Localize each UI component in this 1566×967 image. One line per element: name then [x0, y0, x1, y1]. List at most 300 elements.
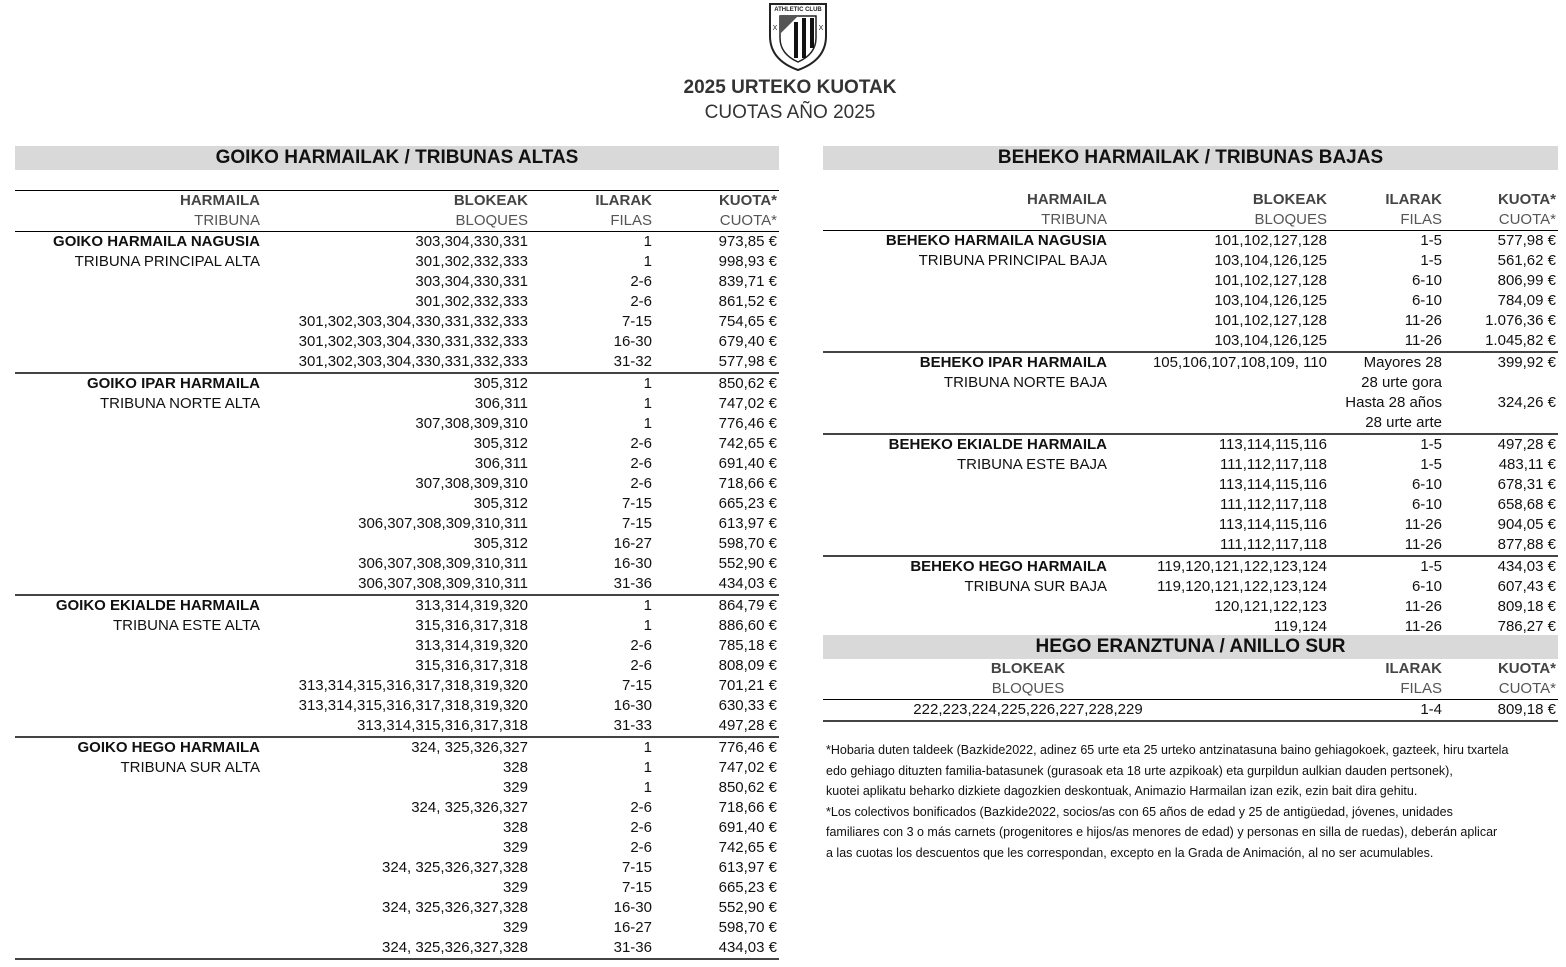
col-kuota: KUOTA*: [1497, 191, 1556, 208]
fee-cell: 747,02 €: [718, 395, 777, 412]
rows-cell: 16-27: [613, 535, 652, 552]
rows-cell: 16-30: [613, 333, 652, 350]
table-row: [15, 737, 779, 758]
blocks-cell: 329: [502, 879, 528, 896]
table-row: [15, 858, 779, 878]
table-row: [823, 311, 1558, 331]
table-row: [15, 514, 779, 534]
table-row: [15, 494, 779, 514]
table-row: [823, 373, 1558, 393]
stand-name-cell: [15, 656, 262, 676]
table-row: [15, 656, 779, 676]
blocks-cell: 105,106,107,108,109, 110: [1109, 352, 1329, 373]
stand-name-cell: [15, 434, 262, 454]
fee-cell: 613,97 €: [718, 515, 777, 532]
stand-name-cell: GOIKO HARMAILA NAGUSIA: [53, 233, 260, 250]
stand-name-cell: [823, 291, 1109, 311]
rows-cell: 11-26: [1329, 617, 1444, 638]
stand-name-cell: [823, 393, 1109, 413]
blocks-cell: 306,307,308,309,310,311: [358, 555, 528, 572]
col-harmaila: HARMAILA: [1027, 191, 1107, 208]
table-row: [823, 597, 1558, 617]
blocks-cell: 303,304,330,331: [415, 233, 528, 250]
table-row: [15, 232, 779, 253]
col-bloques: BLOQUES: [262, 211, 530, 232]
fee-cell: 998,93 €: [718, 253, 777, 270]
rows-cell: 28 urte arte: [1365, 414, 1442, 431]
fee-cell: 552,90 €: [718, 899, 777, 916]
stand-name-cell: [823, 515, 1109, 535]
col-cuota: CUOTA*: [654, 211, 779, 232]
rows-cell: 11-26: [1404, 312, 1442, 329]
fee-cell: 701,21 €: [718, 677, 777, 694]
rows-cell: 7-15: [621, 859, 652, 876]
fee-cell: [1444, 373, 1558, 393]
col-blokeak: BLOKEAK: [990, 660, 1066, 677]
blocks-cell: 315,316,317,318: [415, 617, 528, 634]
blocks-cell: 103,104,126,125: [1214, 292, 1327, 309]
footnotes: [826, 740, 1566, 864]
fee-cell: 577,98 €: [1497, 232, 1556, 249]
col-ilarak: ILARAK: [1385, 191, 1442, 208]
rows-cell: 2-6: [630, 839, 652, 856]
fee-cell: 861,52 €: [718, 293, 777, 310]
fee-cell: 607,43 €: [1497, 578, 1556, 595]
fee-cell: 877,88 €: [1497, 536, 1556, 553]
blocks-cell: 329: [502, 779, 528, 796]
rows-cell: 7-15: [621, 313, 652, 330]
stand-name-cell: [823, 331, 1109, 352]
table-row: [823, 577, 1558, 597]
table-row: [15, 474, 779, 494]
blocks-cell: 113,114,115,116: [1218, 516, 1327, 533]
stand-name-cell: [823, 475, 1109, 495]
blocks-cell: 307,308,309,310: [415, 475, 528, 492]
blocks-cell: 328: [502, 759, 528, 776]
fee-cell: 399,92 €: [1444, 352, 1558, 373]
rows-cell: 11-26: [1404, 332, 1442, 349]
blocks-cell: 101,102,127,128: [1214, 312, 1327, 329]
stand-name-cell: [823, 413, 1109, 434]
stand-name-cell: BEHEKO IPAR HARMAILA: [823, 352, 1109, 373]
table-row: [15, 758, 779, 778]
rows-cell: 2-6: [630, 293, 652, 310]
footnote-line: familiares con 3 o más carnets (progenitores e hijos/as menores de edad) y personas en silla de ruedas), deberán aplicar: [826, 825, 1498, 840]
blocks-cell: 111,112,117,118: [1219, 496, 1327, 513]
stand-name-cell: TRIBUNA SUR ALTA: [120, 759, 260, 776]
col-blokeak: BLOKEAK: [262, 191, 530, 212]
blocks-cell: 307,308,309,310: [415, 415, 528, 432]
rows-cell: 31-32: [613, 353, 652, 370]
stand-name-cell: [15, 878, 262, 898]
table-row: [15, 696, 779, 716]
table-row: [15, 352, 779, 373]
table-row: [15, 332, 779, 352]
fee-cell: 808,09 €: [718, 657, 777, 674]
blocks-cell: 315,316,317,318: [415, 657, 528, 674]
table-row: [823, 352, 1558, 373]
stand-name-cell: [15, 676, 262, 696]
col-filas: FILAS: [1329, 210, 1444, 231]
stand-name-cell: [15, 292, 262, 312]
fee-cell: 742,65 €: [718, 839, 777, 856]
fee-cell: 434,03 €: [718, 575, 777, 592]
section-header-ring: HEGO ERANZTUNA / ANILLO SUR: [823, 635, 1558, 659]
fee-cell: 754,65 €: [718, 313, 777, 330]
table-row: [15, 616, 779, 636]
blocks-cell: 306,311: [474, 395, 528, 412]
fee-cell: 850,62 €: [654, 373, 779, 394]
fee-cell: 839,71 €: [718, 273, 777, 290]
fee-cell: 806,99 €: [1497, 272, 1556, 289]
col-tribuna: TRIBUNA: [15, 211, 262, 232]
blocks-cell: 119,120,121,122,123,124: [1157, 578, 1327, 595]
fee-cell: 742,65 €: [718, 435, 777, 452]
stand-name-cell: [15, 332, 262, 352]
stand-name-cell: [15, 352, 262, 373]
footnote-line: *Hobaria duten taldeek (Bazkide2022, adinez 65 urte eta 25 urteko antzinatasuna baino gehiagokoek, gazteek, hiru txartela: [826, 743, 1509, 757]
fee-cell: 886,60 €: [718, 617, 777, 634]
table-row: [15, 898, 779, 918]
table-header-row: [823, 190, 1558, 210]
fee-cell: 785,18 €: [718, 637, 777, 654]
blocks-cell: 103,104,126,125: [1214, 332, 1327, 349]
fee-cell: 497,28 €: [718, 717, 777, 734]
fee-cell: 718,66 €: [718, 799, 777, 816]
blocks-cell: [1109, 413, 1329, 434]
stand-name-cell: [15, 818, 262, 838]
rows-cell: Mayores 28: [1329, 352, 1444, 373]
rows-cell: 31-36: [530, 938, 654, 959]
blocks-cell: 113,114,115,116: [1218, 476, 1327, 493]
table-row: [15, 312, 779, 332]
table-row: [15, 394, 779, 414]
rows-cell: 11-26: [1404, 536, 1442, 553]
blocks-cell: 305,312: [473, 495, 528, 512]
table-row: [15, 676, 779, 696]
rows-cell: 1: [643, 233, 652, 250]
table-row: [15, 778, 779, 798]
rows-cell: 1: [643, 779, 652, 796]
blocks-cell: 301,302,332,333: [415, 253, 528, 270]
blocks-cell: 313,314,319,320: [415, 637, 528, 654]
table-row: [15, 918, 779, 938]
col-bloques: BLOQUES: [823, 679, 1233, 700]
blocks-cell: 120,121,122,123: [1214, 598, 1327, 615]
athletic-club-crest-icon: [764, 0, 832, 72]
table-row: [823, 331, 1558, 352]
fee-cell: 552,90 €: [718, 555, 777, 572]
rows-cell: 11-26: [1404, 516, 1442, 533]
col-filas: FILAS: [1233, 679, 1444, 700]
fee-cell: 1.076,36 €: [1485, 312, 1556, 329]
stand-name-cell: [15, 858, 262, 878]
rows-cell: 7-15: [621, 495, 652, 512]
table-row: [15, 878, 779, 898]
rows-cell: 2-6: [630, 455, 652, 472]
rows-cell: 1: [530, 373, 654, 394]
table-row: [15, 272, 779, 292]
blocks-cell: 324, 325,326,327: [262, 737, 530, 758]
blocks-cell: 313,314,315,316,317,318,319,320: [298, 677, 528, 694]
blocks-cell: 324, 325,326,327: [411, 799, 528, 816]
rows-cell: 2-6: [630, 819, 652, 836]
rows-cell: 16-27: [613, 919, 652, 936]
fee-cell: 324,26 €: [1497, 394, 1556, 411]
rows-cell: 1: [530, 737, 654, 758]
fee-cell: 718,66 €: [718, 475, 777, 492]
stand-name-cell: [823, 597, 1109, 617]
beheko-fees-table: [823, 190, 1558, 639]
fee-cell: 577,98 €: [718, 353, 777, 370]
stand-name-cell: [15, 494, 262, 514]
col-kuota: KUOTA*: [1497, 660, 1556, 677]
stand-name-cell: [15, 414, 262, 434]
table-subheader-row: [823, 679, 1558, 700]
stand-name-cell: TRIBUNA NORTE ALTA: [99, 395, 260, 412]
table-row: [15, 414, 779, 434]
ring-fees-table: [823, 659, 1558, 722]
rows-cell: 2-6: [630, 799, 652, 816]
table-row: [15, 595, 779, 616]
blocks-cell: 329: [502, 839, 528, 856]
footnote-line: a las cuotas los descuentos que les correspondan, excepto en la Grada de Animación, al no ser acumulables.: [826, 845, 1434, 860]
fee-cell: 665,23 €: [718, 879, 777, 896]
stand-name-cell: BEHEKO EKIALDE HARMAILA: [823, 434, 1109, 455]
col-cuota: CUOTA*: [1444, 679, 1558, 700]
rows-cell: 1-5: [1420, 232, 1442, 249]
blocks-cell: 313,314,315,316,317,318,319,320: [298, 697, 528, 714]
rows-cell: 1: [643, 415, 652, 432]
stand-name-cell: [823, 535, 1109, 556]
blocks-cell: 313,314,315,316,317,318: [357, 717, 528, 734]
stand-name-cell: [15, 716, 262, 737]
fee-cell: 561,62 €: [1497, 252, 1556, 269]
fee-cell: 1.045,82 €: [1485, 332, 1556, 349]
rows-cell: 28 urte gora: [1361, 374, 1442, 391]
fee-cell: 665,23 €: [718, 495, 777, 512]
rows-cell: 6-10: [1411, 578, 1442, 595]
table-row: [823, 556, 1558, 577]
fee-cell: 786,27 €: [1444, 617, 1558, 638]
fee-cell: 658,68 €: [1497, 496, 1556, 513]
stand-name-cell: BEHEKO HEGO HARMAILA: [823, 556, 1109, 577]
rows-cell: 7-15: [621, 515, 652, 532]
table-row: [15, 292, 779, 312]
goiko-fees-table: [15, 190, 779, 960]
stand-name-cell: [15, 636, 262, 656]
rows-cell: 1-5: [1420, 456, 1442, 473]
footnote-line: kuotei aplikatu beharko dizkiete dagozkien deskontuak, Animazio Harmailan izan ezik, ezin bait dira gehitu.: [826, 784, 1418, 799]
table-row: [823, 515, 1558, 535]
stand-name-cell: GOIKO IPAR HARMAILA: [15, 373, 262, 394]
fee-cell: 776,46 €: [654, 737, 779, 758]
stand-name-cell: [15, 454, 262, 474]
col-kuota: KUOTA*: [654, 191, 779, 212]
rows-cell: 6-10: [1411, 292, 1442, 309]
table-row: [15, 554, 779, 574]
blocks-cell: 303,304,330,331: [415, 273, 528, 290]
rows-cell: 7-15: [621, 879, 652, 896]
blocks-cell: 301,302,303,304,330,331,332,333: [298, 333, 528, 350]
table-row: [15, 434, 779, 454]
blocks-cell: 313,314,319,320: [262, 595, 530, 616]
table-header-row: [15, 191, 779, 212]
rows-cell: 1-5: [1329, 556, 1444, 577]
stand-name-cell: BEHEKO HARMAILA NAGUSIA: [885, 232, 1107, 249]
blocks-cell: 306,311: [474, 455, 528, 472]
stand-name-cell: [15, 838, 262, 858]
fee-cell: 691,40 €: [718, 455, 777, 472]
col-harmaila: HARMAILA: [15, 191, 262, 212]
stand-name-cell: GOIKO EKIALDE HARMAILA: [15, 595, 262, 616]
stand-name-cell: [15, 574, 262, 595]
table-row: [823, 291, 1558, 311]
stand-name-cell: TRIBUNA ESTE ALTA: [113, 617, 260, 634]
svg-text:X: X: [818, 25, 824, 32]
table-subheader-row: [15, 211, 779, 232]
section-header-goiko: GOIKO HARMAILAK / TRIBUNAS ALTAS: [15, 146, 779, 170]
table-row: [823, 700, 1558, 722]
blocks-cell: 306,307,308,309,310,311: [358, 575, 528, 592]
fee-cell: 691,40 €: [718, 819, 777, 836]
footnote-line: *Los colectivos bonificados (Bazkide2022, socios/as con 65 años de edad y 25 de antigüedad, jóvenes, unidades: [826, 804, 1453, 819]
blocks-cell: 101,102,127,128: [1214, 272, 1327, 289]
stand-name-cell: [15, 312, 262, 332]
rows-cell: 16-30: [613, 555, 652, 572]
table-row: [823, 475, 1558, 495]
rows-cell: 16-30: [613, 899, 652, 916]
rows-cell: 31-33: [613, 717, 652, 734]
fee-cell: 678,31 €: [1497, 476, 1556, 493]
blocks-cell: 111,112,117,118: [1219, 456, 1327, 473]
stand-name-cell: [15, 898, 262, 918]
fee-cell: 483,11 €: [1498, 456, 1556, 473]
col-filas: FILAS: [530, 211, 654, 232]
fee-cell: 598,70 €: [718, 919, 777, 936]
blocks-cell: 324, 325,326,327,328: [382, 859, 528, 876]
table-row: [823, 231, 1558, 252]
table-row: [15, 716, 779, 737]
table-row: [823, 251, 1558, 271]
table-row: [823, 413, 1558, 434]
stand-name-cell: GOIKO HEGO HARMAILA: [15, 737, 262, 758]
fee-cell: 809,18 €: [1497, 598, 1556, 615]
table-row: [15, 798, 779, 818]
table-row: [15, 373, 779, 394]
fee-cell: 679,40 €: [718, 333, 777, 350]
page-subtitle: CUOTAS AÑO 2025: [704, 102, 876, 123]
rows-cell: 6-10: [1411, 272, 1442, 289]
footnote-line: edo gehiago dituzten familia-batasunek (gurasoak eta 18 urte azpikoak) eta gurpildun aulkian dauden pertsonek),: [826, 763, 1453, 778]
table-row: [823, 535, 1558, 556]
fee-cell: 864,79 €: [654, 595, 779, 616]
blocks-cell: 119,124: [1109, 617, 1329, 638]
blocks-cell: 324, 325,326,327,328: [262, 938, 530, 959]
col-bloques: BLOQUES: [1109, 210, 1329, 231]
rows-cell: 1: [643, 395, 652, 412]
stand-name-cell: TRIBUNA PRINCIPAL BAJA: [918, 252, 1107, 269]
rows-cell: 2-6: [630, 273, 652, 290]
section-header-beheko: BEHEKO HARMAILAK / TRIBUNAS BAJAS: [823, 146, 1558, 170]
fee-cell: 776,46 €: [718, 415, 777, 432]
col-blokeak: BLOKEAK: [1252, 191, 1327, 208]
rows-cell: 2-6: [630, 435, 652, 452]
rows-cell: 1-5: [1329, 434, 1444, 455]
fee-cell: 598,70 €: [718, 535, 777, 552]
blocks-cell: 324, 325,326,327,328: [382, 899, 528, 916]
stand-name-cell: TRIBUNA ESTE BAJA: [956, 456, 1107, 473]
rows-cell: 1: [643, 759, 652, 776]
blocks-cell: 101,102,127,128: [1214, 232, 1327, 249]
stand-name-cell: [15, 474, 262, 494]
blocks-cell: 301,302,332,333: [415, 293, 528, 310]
rows-cell: 31-36: [613, 575, 652, 592]
table-row: [15, 636, 779, 656]
table-row: [823, 434, 1558, 455]
rows-cell: 1-5: [1420, 252, 1442, 269]
fee-cell: 630,33 €: [718, 697, 777, 714]
rows-cell: 2-6: [630, 657, 652, 674]
stand-name-cell: [15, 798, 262, 818]
rows-cell: 6-10: [1411, 476, 1442, 493]
svg-text:X: X: [772, 25, 778, 32]
stand-name-cell: [823, 271, 1109, 291]
stand-name-cell: TRIBUNA NORTE BAJA: [943, 374, 1107, 391]
stand-name-cell: TRIBUNA SUR BAJA: [964, 578, 1107, 595]
fee-cell: 809,18 €: [1444, 700, 1558, 722]
blocks-cell: 119,120,121,122,123,124: [1109, 556, 1329, 577]
blocks-cell: 328: [502, 819, 528, 836]
table-subheader-row: [823, 210, 1558, 231]
rows-cell: 2-6: [630, 637, 652, 654]
rows-cell: 1-4: [1233, 700, 1444, 722]
fee-cell: 747,02 €: [718, 759, 777, 776]
blocks-cell: [1109, 373, 1329, 393]
stand-name-cell: [15, 918, 262, 938]
col-ilarak: ILARAK: [1385, 660, 1442, 677]
stand-name-cell: [15, 938, 262, 959]
stand-name-cell: [15, 696, 262, 716]
table-row: [823, 495, 1558, 515]
table-row: [15, 454, 779, 474]
stand-name-cell: [823, 311, 1109, 331]
fee-cell: 434,03 €: [654, 938, 779, 959]
table-row: [15, 252, 779, 272]
blocks-cell: [1109, 393, 1329, 413]
table-row: [15, 938, 779, 959]
blocks-cell: 113,114,115,116: [1109, 434, 1329, 455]
stand-name-cell: [15, 778, 262, 798]
stand-name-cell: TRIBUNA PRINCIPAL ALTA: [74, 253, 260, 270]
fee-cell: 973,85 €: [718, 233, 777, 250]
blocks-cell: 111,112,117,118: [1219, 536, 1327, 553]
stand-name-cell: [15, 272, 262, 292]
rows-cell: Hasta 28 años: [1345, 394, 1442, 411]
fee-cell: 784,09 €: [1497, 292, 1556, 309]
page-title: 2025 URTEKO KUOTAK: [683, 77, 897, 98]
blocks-cell: 301,302,303,304,330,331,332,333: [298, 313, 528, 330]
fee-cell: 613,97 €: [718, 859, 777, 876]
blocks-cell: 301,302,303,304,330,331,332,333: [298, 353, 528, 370]
table-row: [823, 271, 1558, 291]
table-row: [15, 838, 779, 858]
stand-name-cell: [15, 554, 262, 574]
col-cuota: CUOTA*: [1444, 210, 1558, 231]
rows-cell: 1: [643, 617, 652, 634]
fee-cell: 850,62 €: [718, 779, 777, 796]
rows-cell: 1: [530, 595, 654, 616]
